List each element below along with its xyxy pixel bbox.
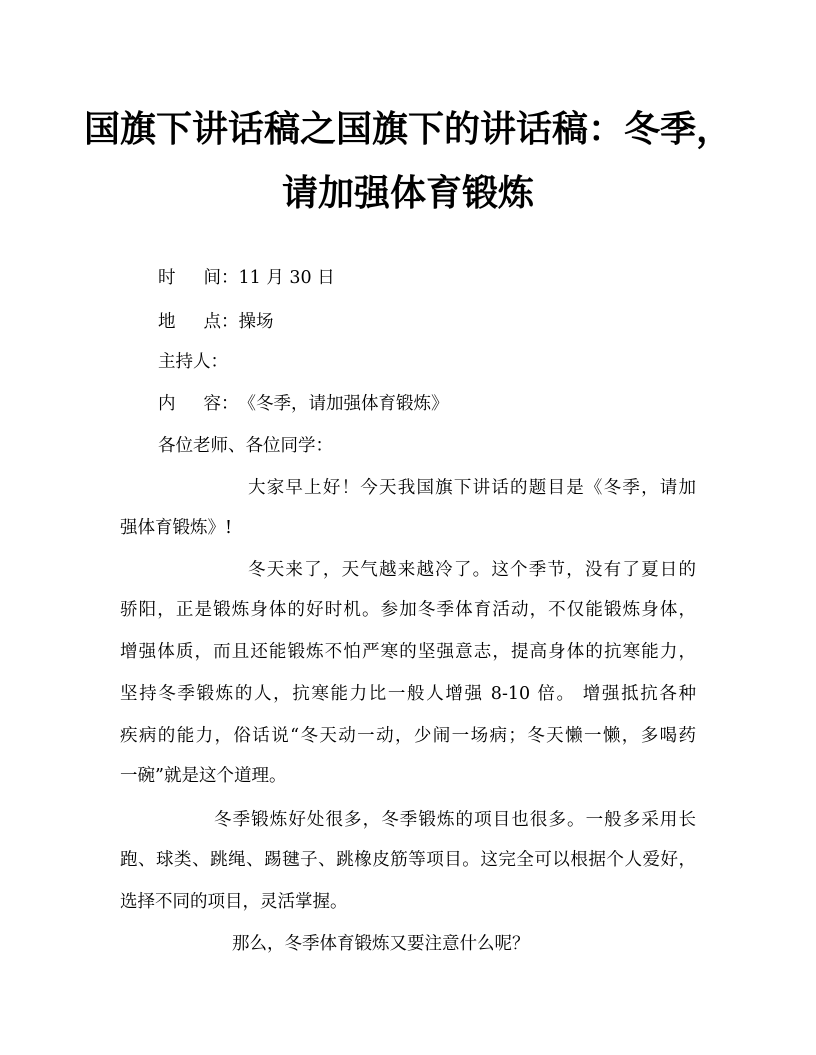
meta-content (158, 392, 449, 416)
para2-line-4: 坚持冬季锻炼的人，抗寒能力比一般人增强 8-10 倍。 增强抵抗各种 (120, 684, 696, 704)
para3-line-3: 选择不同的项目，灵活掌握。 (120, 892, 348, 912)
meta-time-label-a: 时 (158, 268, 176, 288)
para2-line-6: 一碗”就是这个道理。 (120, 766, 287, 786)
para2-line-3: 增强体质，而且还能锻炼不怕严寒的坚强意志，提高身体的抗寒能力， (120, 642, 696, 662)
meta-content-label-b: 容： (203, 394, 239, 414)
para3-line-2: 跑、球类、跳绳、踢毽子、跳橡皮筋等项目。这完全可以根据个人爱好， (120, 850, 696, 870)
meta-time-value: 11 月 30 日 (238, 268, 335, 288)
para2-line-5: 疾病的能力，俗话说“冬天动一动，少闹一场病；冬天懒一懒，多喝药 (120, 726, 696, 746)
para2-line-2: 骄阳，正是锻炼身体的好时机。参加冬季体育活动，不仅能锻炼身体， (120, 600, 696, 620)
meta-place-label-a: 地 (158, 312, 176, 332)
meta-place-value: 操场 (238, 312, 274, 332)
meta-place (158, 310, 274, 334)
para1-line-1: 大家早上好！今天我国旗下讲话的题目是《冬季，请加 (248, 478, 696, 498)
para2-line-1: 冬天来了，天气越来越冷了。这个季节，没有了夏日的 (248, 560, 696, 580)
meta-content-value: 《冬季，请加强体育锻炼》 (238, 394, 449, 414)
meta-place-label-b: 点： (203, 312, 239, 332)
para4-line-1: 那么，冬季体育锻炼又要注意什么呢？ (232, 934, 530, 954)
meta-time (158, 266, 335, 290)
document-title-line-1: 国旗下讲话稿之国旗下的讲话稿：冬季， (83, 108, 732, 150)
para1-line-2: 强体育锻炼》! (120, 518, 233, 538)
meta-time-label-b: 间： (203, 268, 239, 288)
para3-line-1: 冬季锻炼好处很多，冬季锻炼的项目也很多。一般多采用长 (214, 810, 696, 830)
meta-content-label-a: 内 (158, 394, 176, 414)
document-title-line-2: 请加强体育锻炼 (281, 172, 534, 214)
meta-host (158, 350, 228, 374)
meta-host-label: 主持人： (158, 352, 228, 372)
greeting: 各位老师、各位同学： (158, 436, 333, 456)
